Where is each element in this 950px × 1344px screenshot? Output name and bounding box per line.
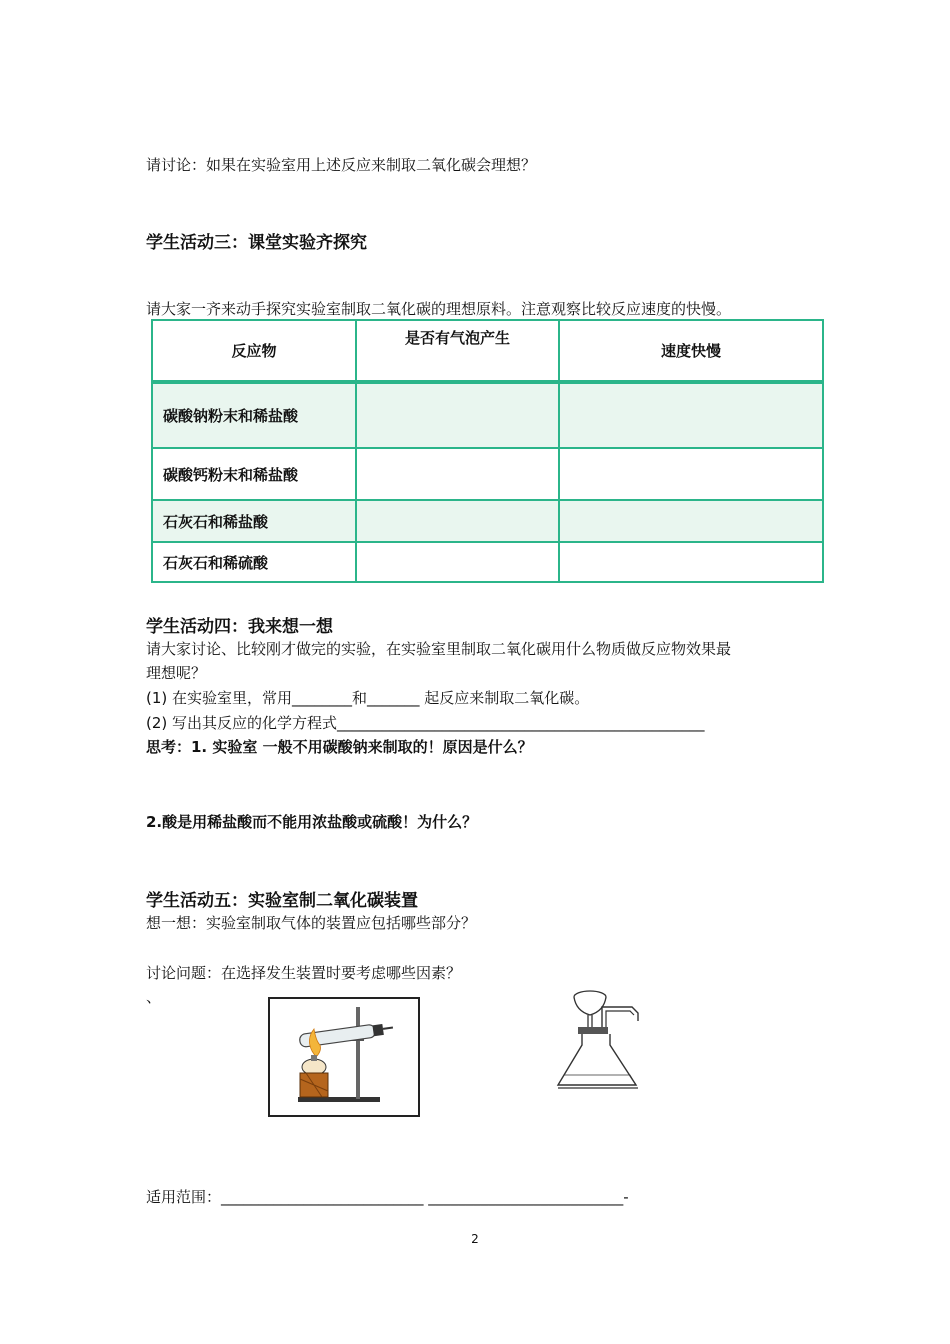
table-row <box>152 382 823 448</box>
activity4-line1: 请大家讨论、比较刚才做完的实验，在实验室里制取二氧化碳用什么物质做反应物效果最 <box>146 640 732 658</box>
heating-apparatus-figure <box>268 997 420 1117</box>
think-question-2: 2.酸是用稀盐酸而不能用浓盐酸或硫酸！为什么？ <box>146 813 478 831</box>
activity3-intro: 请大家一齐来动手探究实验室制取二氧化碳的理想原料。注意观察比较反应速度的快慢。 <box>146 300 732 318</box>
bubbles-cell[interactable] <box>356 382 559 448</box>
activity4-question2: (2) 写出其反应的化学方程式_________________________________________________ <box>146 714 705 732</box>
table-row <box>152 448 823 500</box>
activity4-title: 学生活动四：我来想一想 <box>146 617 333 637</box>
reactant-cell: 石灰石和稀盐酸 <box>152 500 356 542</box>
bubbles-cell[interactable] <box>356 500 559 542</box>
table-row <box>152 500 823 542</box>
bubbles-cell[interactable] <box>356 448 559 500</box>
speed-cell[interactable] <box>559 500 823 542</box>
table-header-row <box>152 320 823 382</box>
activity5-line2: 讨论问题：在选择发生装置时要考虑哪些因素？ <box>146 964 462 982</box>
activity5-title: 学生活动五：实验室制二氧化碳装置 <box>146 891 418 911</box>
stray-mark: 、 <box>146 988 162 1006</box>
reactant-cell: 石灰石和稀硫酸 <box>152 542 356 582</box>
header-speed: 速度快慢 <box>559 320 823 382</box>
heating-apparatus-icon <box>270 999 418 1115</box>
think-question-1: 思考：1. 实验室 一般不用碳酸钠来制取的！原因是什么？ <box>146 738 533 756</box>
bubbles-cell[interactable] <box>356 542 559 582</box>
reactant-cell: 碳酸钠粉末和稀盐酸 <box>152 382 356 448</box>
reaction-table <box>151 319 824 583</box>
activity4-line2: 理想呢？ <box>146 664 207 682</box>
activity3-title: 学生活动三：课堂实验齐探究 <box>146 233 367 253</box>
speed-cell[interactable] <box>559 382 823 448</box>
speed-cell[interactable] <box>559 448 823 500</box>
speed-cell[interactable] <box>559 542 823 582</box>
header-bubbles: 是否有气泡产生 <box>356 320 559 382</box>
discussion-prompt: 请讨论：如果在实验室用上述反应来制取二氧化碳会理想？ <box>146 156 537 174</box>
header-reactant: 反应物 <box>152 320 356 382</box>
reactant-cell: 碳酸钙粉末和稀盐酸 <box>152 448 356 500</box>
table-row <box>152 542 823 582</box>
flask-apparatus-icon <box>548 985 656 1093</box>
activity4-question1: (1) 在实验室里，常用________和_______ 起反应来制取二氧化碳。 <box>146 689 590 707</box>
applicable-range-line: 适用范围：___________________________ __________________________- <box>146 1188 629 1206</box>
activity5-line1: 想一想：实验室制取气体的装置应包括哪些部分？ <box>146 914 477 932</box>
page-number: 2 <box>471 1232 479 1246</box>
